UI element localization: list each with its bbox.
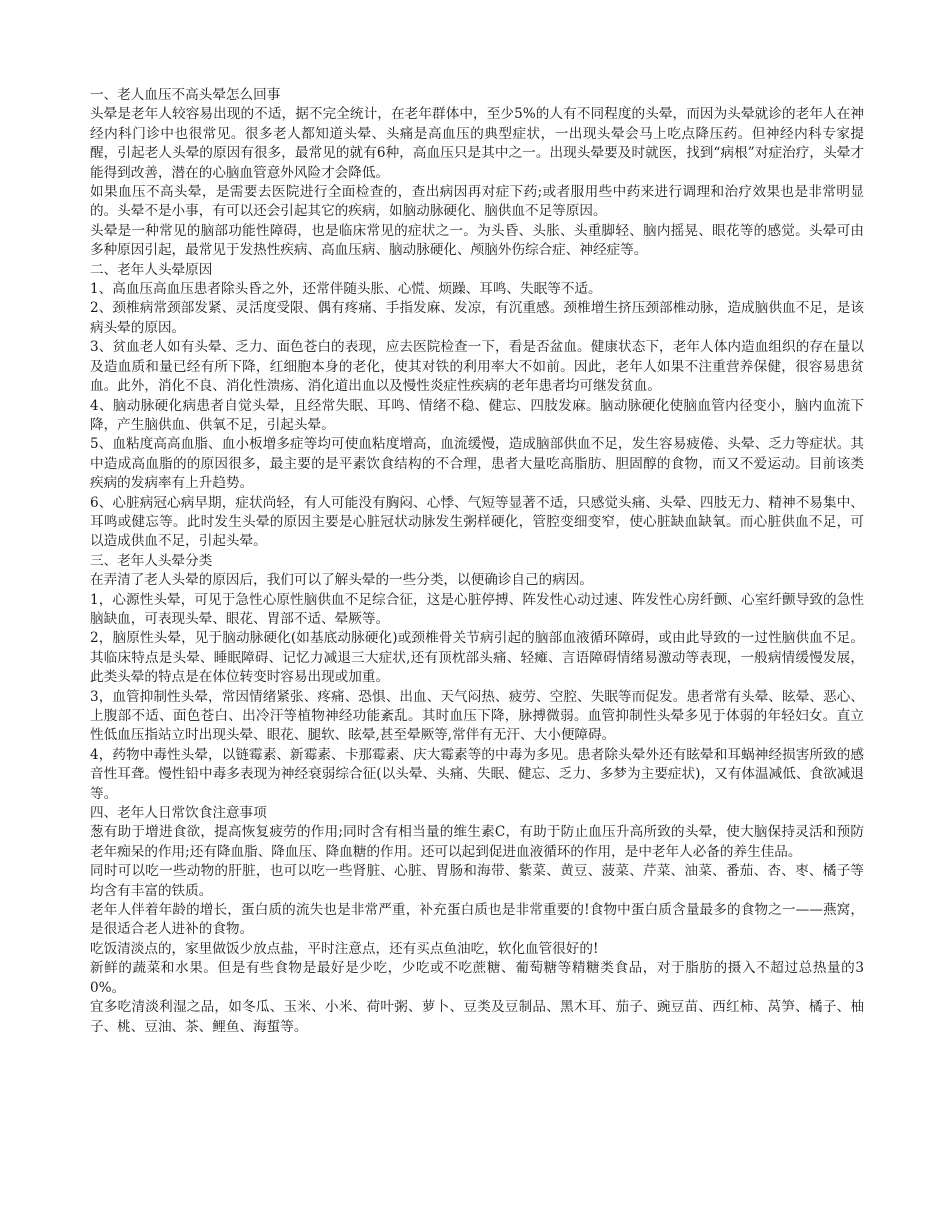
paragraph-diet-2: 同时可以吃一些动物的肝脏，也可以吃一些肾脏、心脏、胃肠和海带、紫菜、黄豆、菠菜、芹菜、油菜、番茄、杏、枣、橘子等均含有丰富的铁质。 (90, 863, 864, 899)
list-item-cause-2: 2、颈椎病常颈部发紧、灵活度受限、偶有疼痛、手指发麻、发凉，有沉重感。颈椎增生挤压颈部椎动脉，造成脑供血不足，是该病头晕的原因。 (90, 300, 864, 336)
list-item-cause-4: 4、脑动脉硬化病患者自觉头晕，且经常失眠、耳鸣、情绪不稳、健忘、四肢发麻。脑动脉硬化使脑血管内径变小，脑内血流下降，产生脑供血、供氧不足，引起头晕。 (90, 397, 864, 433)
section-heading-2: 二、老年人头晕原因 (90, 261, 213, 278)
list-item-cause-6: 6、心脏病冠心病早期，症状尚轻，有人可能没有胸闷、心悸、气短等显著不适，只感觉头痛、头晕、四肢无力、精神不易集中、耳鸣或健忘等。此时发生头晕的原因主要是心脏冠状动脉发生粥样硬化，管腔变细变窄，使心脏缺血缺氧。而心脏供血不足，可以造成供血不足，引起头晕。 (90, 494, 864, 550)
paragraph-classification-intro: 在弄清了老人头晕的原因后，我们可以了解头晕的一些分类，以便确诊自己的病因。 (90, 572, 593, 589)
list-item-type-3: 3，血管抑制性头晕，常因情绪紧张、疼痛、恐惧、出血、天气闷热、疲劳、空腔、失眠等而促发。患者常有头晕、眩晕、恶心、上腹部不适、面色苍白、出冷汗等植物神经功能紊乱。其时血压下降，脉搏微弱。血管抑制性头晕多见于体弱的年轻妇女。直立性低血压指站立时出现头晕、眼花、腿软、眩晕,甚至晕厥等,常伴有无汗、大小便障碍。 (90, 688, 864, 744)
section-heading-1: 一、老人血压不高头晕怎么回事 (90, 87, 281, 103)
paragraph-diet-4: 吃饭清淡点的，家里做饭少放点盐，平时注意点，还有买点鱼油吃，软化血管很好的! (90, 940, 599, 957)
paragraph-diet-3: 老年人伴着年龄的增长，蛋白质的流失也是非常严重，补充蛋白质也是非常重要的!食物中蛋白质含量最多的食物之一——燕窝，是很适合老人进补的食物。 (90, 902, 864, 938)
paragraph-definition: 头晕是一种常见的脑部功能性障碍，也是临床常见的症状之一。为头昏、头胀、头重脚轻、脑内摇晃、眼花等的感觉。头晕可由多种原因引起，最常见于发热性疾病、高血压病、脑动脉硬化、颅脑外伤综合症、神经症等。 (90, 222, 864, 259)
list-item-type-4: 4，药物中毒性头晕，以链霉素、新霉素、卡那霉素、庆大霉素等的中毒为多见。患者除头晕外还有眩晕和耳蜗神经损害所致的感音性耳聋。慢性铅中毒多表现为神经衰弱综合征(以头晕、头痛、失眠、健忘、乏力、多梦为主要症状)，又有体温减低、食欲减退等。 (90, 746, 864, 802)
section-heading-4: 四、老年人日常饮食注意事项 (90, 805, 267, 822)
list-item-type-1: 1，心源性头晕，可见于急性心原性脑供血不足综合征，这是心脏停搏、阵发性心动过速、阵发性心房纤颤、心室纤颤导致的急性脑缺血，可表现头晕、眼花、胃部不适、晕厥等。 (90, 591, 864, 627)
paragraph-no-high-bp: 如果血压不高头晕，是需要去医院进行全面检查的，查出病因再对症下药;或者服用些中药来进行调理和治疗效果也是非常明显的。头晕不是小事，有可以还会引起其它的疾病，如脑动脉硬化、脑供血不足等原因。 (90, 184, 864, 220)
paragraph-diet-5: 新鲜的蔬菜和水果。但是有些食物是最好是少吃，少吃或不吃蔗糖、葡萄糖等精糖类食品，对于脂肪的摄入不超过总热量的30%。 (90, 960, 864, 996)
paragraph-diet-1: 葱有助于增进食欲，提高恢复疲劳的作用;同时含有相当量的维生素C，有助于防止血压升高所致的头晕，使大脑保持灵活和预防老年痴呆的作用;还有降血脂、降血压、降血糖的作用。还可以起到促进血液循环的作用，是中老年人必备的养生佳品。 (90, 824, 864, 860)
section-heading-3: 三、老年人头晕分类 (90, 552, 213, 569)
list-item-cause-5: 5、血粘度高高血脂、血小板增多症等均可使血粘度增高，血流缓慢，造成脑部供血不足，发生容易疲倦、头晕、乏力等症状。其中造成高血脂的的原因很多，最主要的是平素饮食结构的不合理，患者大量吃高脂肪、胆固醇的食物，而又不爱运动。目前该类疾病的发病率有上升趋势。 (90, 436, 864, 492)
list-item-type-2: 2，脑原性头晕，见于脑动脉硬化(如基底动脉硬化)或颈椎骨关节病引起的脑部血液循环障碍，或由此导致的一过性脑供血不足。其临床特点是头晕、睡眠障碍、记忆力减退三大症状,还有顶枕部头痛、轻瘫、言语障碍情绪易激动等表现，一般病情缓慢发展，此类头晕的特点是在体位转变时容易出现或加重。 (90, 630, 864, 686)
paragraph-diet-6: 宜多吃清淡利湿之品，如冬瓜、玉米、小米、荷叶粥、萝卜、豆类及豆制品、黑木耳、茄子、豌豆苗、西红柿、莴笋、橘子、柚子、桃、豆油、茶、鲤鱼、海蜇等。 (90, 999, 864, 1035)
list-item-cause-1: 1、高血压高血压患者除头昏之外，还常伴随头胀、心慌、烦躁、耳鸣、失眠等不适。 (90, 281, 602, 298)
paragraph-intro: 头晕是老年人较容易出现的不适，据不完全统计，在老年群体中，至少5%的人有不同程度的头晕，而因为头晕就诊的老年人在神经内科门诊中也很常见。很多老人都知道头晕、头痛是高血压的典型症状，一出现头晕会马上吃点降压药。但神经内科专家提醒，引起老人头晕的原因有很多，最常见的就有6种，高血压只是其中之一。出现头晕要及时就医，找到“病根”对症治疗，头晕才能得到改善，潜在的心脑血管意外风险才会降低。 (90, 106, 864, 181)
list-item-cause-3: 3、贫血老人如有头晕、乏力、面色苍白的表现，应去医院检查一下，看是否盆血。健康状态下，老年人体内造血组织的存在量以及造血质和量已经有所下降，红细胞本身的老化，使其对铁的利用率大不如前。因此，老年人如果不注重营养保健，很容易患贫血。此外，消化不良、消化性溃疡、消化道出血以及慢性炎症性疾病的老年患者均可继发贫血。 (90, 339, 864, 395)
